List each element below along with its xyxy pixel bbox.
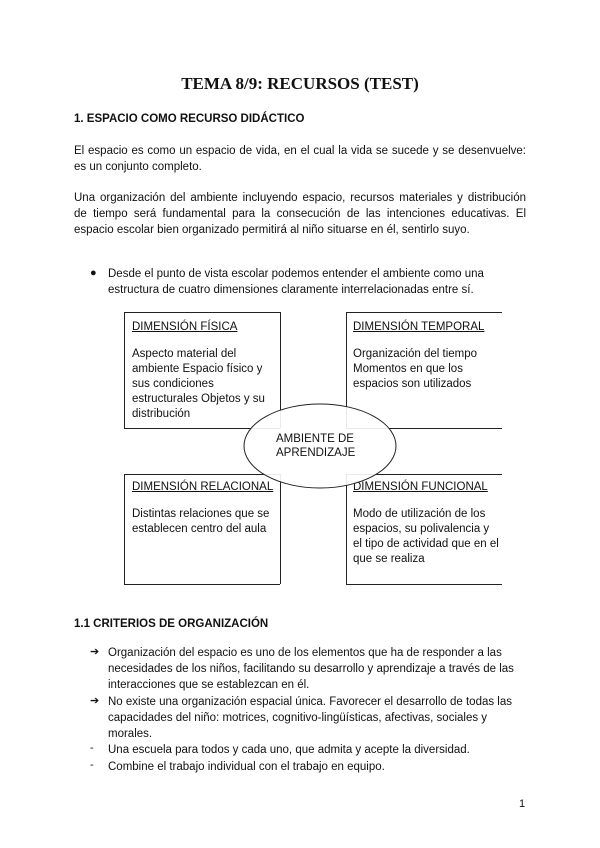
dimension-relacional-title: DIMENSIÓN RELACIONAL (132, 481, 274, 493)
dimension-funcional (353, 480, 499, 567)
bullet-dot: ● (90, 267, 97, 279)
list-marker: - (90, 759, 94, 771)
section-1-1-heading: 1.1 CRITERIOS DE ORGANIZACIÓN (74, 618, 269, 630)
list-item: Una escuela para todos y cada uno, que admita y acepte la diversidad. (108, 744, 470, 756)
dimension-funcional-title: DIMENSIÓN FUNCIONAL (353, 481, 488, 493)
list-marker: ➔ (90, 695, 100, 707)
paragraph-2: Una organización del ambiente incluyendo espacio, recursos materiales y distribución de tiempo será fundamental para la consecución de las intenciones educativas. El espacio escolar bien organizado permitirá al niño situarse en él, sentirlo suyo. (74, 192, 526, 236)
paragraph-1: El espacio es como un espacio de vida, en el cual la vida se sucede y se desenvuelve: es un conjunto completo. (74, 145, 526, 173)
dimension-temporal-title: DIMENSIÓN TEMPORAL (353, 321, 485, 333)
section-1-heading: 1. ESPACIO COMO RECURSO DIDÁCTICO (74, 113, 305, 125)
dimension-funcional-text: Modo de utilización de los espacios, su polivalencia y el tipo de actividad que en el que se realiza (353, 508, 499, 565)
list-item: Combine el trabajo individual con el trabajo en equipo. (108, 761, 385, 773)
center-label: AMBIENTE DE APRENDIZAJE (276, 433, 356, 459)
document-title: TEMA 8/9: RECURSOS (TEST) (181, 74, 419, 93)
dimension-fisica-title: DIMENSIÓN FÍSICA (132, 321, 238, 333)
dimension-relacional-text: Distintas relaciones que se establecen centro del aula (132, 508, 270, 535)
bullet-text: Desde el punto de vista escolar podemos entender el ambiente como una estructura de cuatro dimensiones claramente interrelacionadas entre sí. (108, 268, 484, 296)
dimension-temporal-text: Organización del tiempo Momentos en que los espacios son utilizados (353, 348, 478, 390)
dimension-temporal (353, 320, 499, 392)
dimension-fisica-text: Aspecto material del ambiente Espacio físico y sus condiciones estructurales Objetos y su distribución (132, 348, 265, 420)
page-number: 1 (519, 798, 526, 810)
list-marker: - (90, 742, 94, 754)
list-marker: ➔ (90, 646, 100, 658)
list-item: Organización del espacio es uno de los elementos que ha de responder a las necesidades de los niños, facilitando su desarrollo y aprendizaje a través de las interacciones que se establezcan en él. (108, 647, 514, 691)
list-item: No existe una organización espacial única. Favorecer el desarrollo de todas las capacidades del niño: motrices, cognitivo-lingüísticas, afectivas, sociales y morales. (108, 696, 513, 740)
